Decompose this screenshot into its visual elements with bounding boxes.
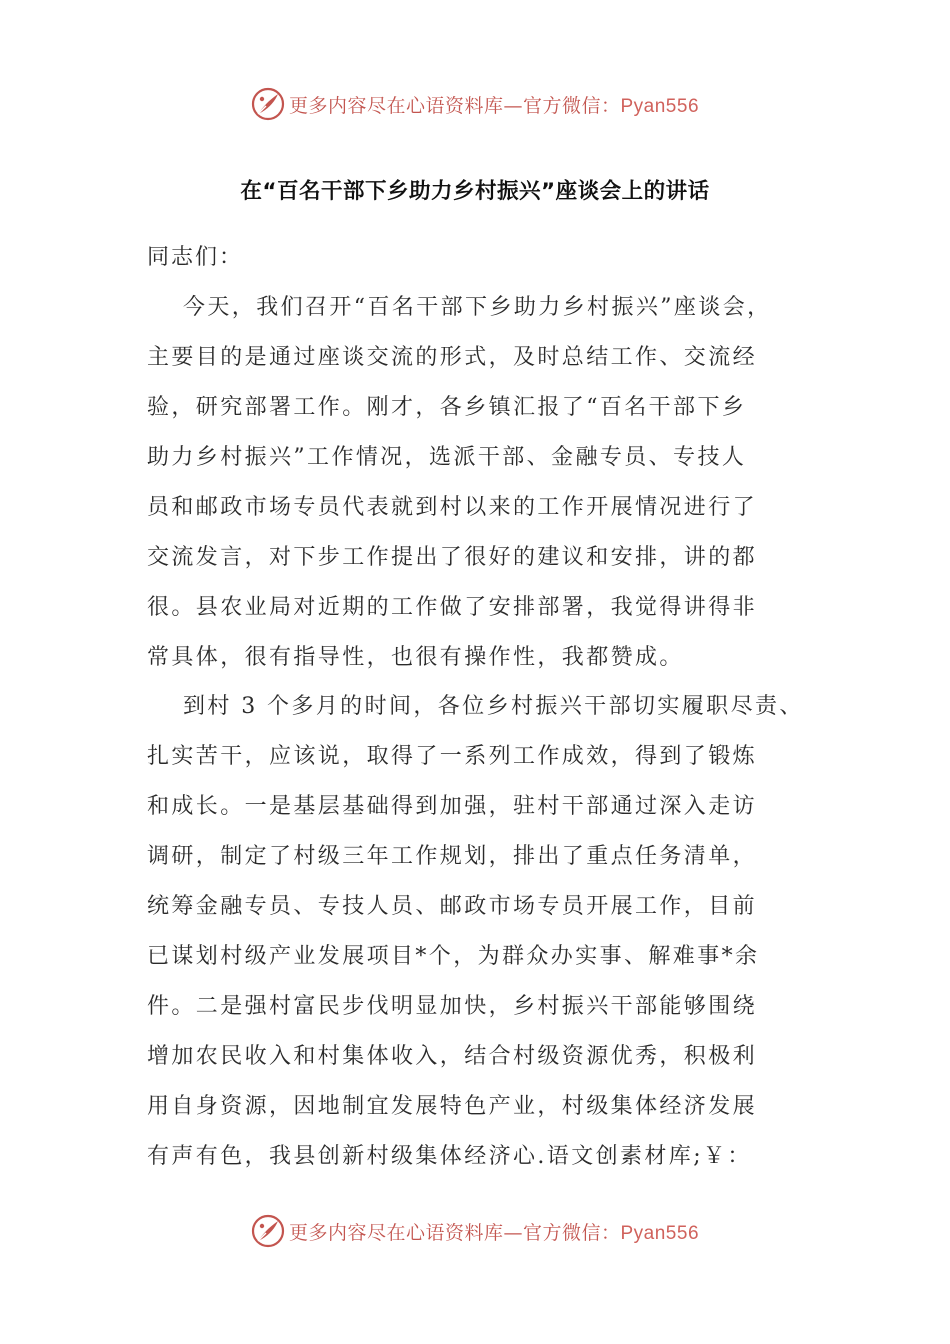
watermark-text: 更多内容尽在心语资料库—官方微信：Pyan556 (288, 94, 700, 117)
paragraph-line: 件。二是强村富民步伐明显加快，乡村振兴干部能够围绕 (147, 994, 758, 1019)
paragraph-line: 用自身资源，因地制宜发展特色产业，村级集体经济发展 (147, 1094, 758, 1119)
paragraph-line: 有声有色，我县创新村级集体经济心.语文创素材库;￥： (147, 1144, 752, 1169)
paragraph-line: 很。县农业局对近期的工作做了安排部署，我觉得讲得非 (147, 595, 758, 620)
paragraph-line: 主要目的是通过座谈交流的形式，及时总结工作、交流经 (147, 345, 758, 370)
header-watermark-banner (0, 84, 950, 124)
wechat-id: Pyan556 (620, 95, 700, 117)
paragraph-line: 已谋划村级产业发展项目*个，为群众办实事、解难事*余 (147, 944, 760, 969)
paragraph-line: 交流发言，对下步工作提出了很好的建议和安排，讲的都 (147, 545, 758, 570)
paragraph-line: 常具体，很有指导性，也很有操作性，我都赞成。 (147, 645, 684, 670)
document-title: 在“百名干部下乡助力乡村振兴”座谈会上的讲话 (240, 179, 710, 204)
quill-logo-icon (251, 1214, 285, 1248)
watermark-text: 更多内容尽在心语资料库—官方微信：Pyan556 (288, 1221, 700, 1244)
paragraph-line: 增加农民收入和村集体收入，结合村级资源优秀，积极利 (147, 1044, 758, 1069)
wechat-id: Pyan556 (620, 1222, 700, 1244)
paragraph-2 (147, 682, 807, 1182)
quill-logo-icon (251, 87, 285, 121)
footer-watermark-banner (0, 1211, 950, 1251)
paragraph-1 (147, 283, 807, 683)
paragraph-line: 验，研究部署工作。刚才，各乡镇汇报了“百名干部下乡 (147, 395, 747, 420)
paragraph-line: 员和邮政市场专员代表就到村以来的工作开展情况进行了 (147, 495, 758, 520)
paragraph-line: 助力乡村振兴”工作情况，选派干部、金融专员、专技人 (147, 445, 747, 470)
paragraph-line: 统筹金融专员、专技人员、邮政市场专员开展工作，目前 (147, 894, 758, 919)
salutation: 同志们： (147, 245, 244, 270)
paragraph-line: 到村 3 个多月的时间，各位乡村振兴干部切实履职尽责、 (183, 694, 804, 719)
paragraph-line: 和成长。一是基层基础得到加强，驻村干部通过深入走访 (147, 794, 758, 819)
paragraph-line: 调研，制定了村级三年工作规划，排出了重点任务清单， (147, 844, 758, 869)
paragraph-line: 扎实苦干，应该说，取得了一系列工作成效，得到了锻炼 (147, 744, 758, 769)
paragraph-line: 今天，我们召开“百名干部下乡助力乡村振兴”座谈会， (183, 295, 772, 320)
